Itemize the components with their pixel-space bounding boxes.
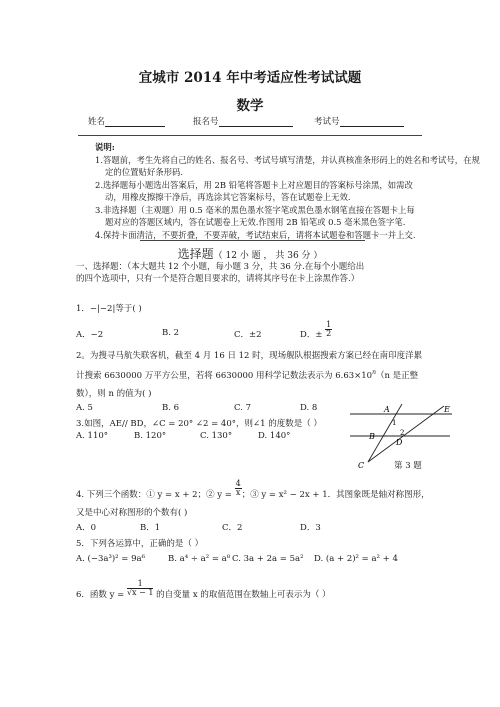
q4-option-d: D．3 xyxy=(300,523,321,533)
q3-option-d: D. 140° xyxy=(258,431,291,441)
q3-option-a: A. 110° xyxy=(76,431,109,441)
exam-title: 宜城市 2014 年中考适应性考试试题 xyxy=(138,70,362,86)
question-2-line3: 数），则 n 的值为( ) xyxy=(76,389,152,399)
section-instruction-line: 的四个选项中，只有一个是符合题目要求的，请将其序号在卡上涂黑作答.） xyxy=(76,274,360,284)
instruction-line: 动，用橡皮擦擦干净后，再选涂其它答案标号，答在试题卷上无效. xyxy=(105,192,351,202)
q4-option-a: A．0 xyxy=(76,523,97,533)
angle-1-label: 1 xyxy=(392,419,397,427)
q4-option-c: C．2 xyxy=(222,523,243,533)
q1-option-a: A．−2 xyxy=(76,330,104,340)
header-rule xyxy=(78,135,422,136)
subject-title: 数学 xyxy=(236,98,264,114)
question-2-line2: 计搜索 6630000 万平方公里，若将 6630000 用科学记数法表示为 $6.63\times 10^n(n$ 是正整 xyxy=(76,369,419,381)
q6-text: 6．函数 y = xyxy=(76,590,127,600)
section-meta: （ 12 小 题 ， 共 36 分 ） xyxy=(213,251,323,261)
instruction-line: 2.选择题每小题选出答案后，用 2B 铅笔将答题卡上对应题目的答案标号涂黑，如需改 xyxy=(95,179,413,190)
instruction-line: 3.非选择题（主观题）用 0.5 毫米的黑色墨水签字笔或黑色墨水钢笔直接在答题卡上每 xyxy=(95,204,415,215)
instructions-heading: 说明: xyxy=(95,142,115,152)
seat-no-field xyxy=(314,115,404,127)
question-4-line2: 又是中心对称图形的个数有( ) xyxy=(76,508,188,518)
q5-option-b: B. a⁴ ÷ a² = a⁸ xyxy=(168,554,231,564)
q2-option-b: B. 6 xyxy=(162,403,180,413)
exam-no-label: 报名号 xyxy=(193,117,219,127)
instruction-line: 题对应的答题区域内，答在试题卷上无效.作图用 2B 铅笔或 0.5 毫米黑色签字笔. xyxy=(105,217,406,227)
question-2-line1: 2。为搜寻马航失联客机，截至 4 月 16 日 12 时，现场舰队根据搜索方案已经在南印度洋累 xyxy=(76,351,423,361)
q2-text-tail: （n 是正整 xyxy=(375,371,419,381)
question-6-stem xyxy=(76,579,331,600)
q4-text-tail: ；③ y = x² − 2x + 1．其图象既是轴对称图形， xyxy=(241,490,430,500)
q1-suffix: 等于( ) xyxy=(115,304,142,314)
exam-no-field xyxy=(193,115,293,127)
q1-number: 1． xyxy=(76,304,90,314)
section-rule xyxy=(140,240,365,241)
q4-fraction xyxy=(235,480,242,497)
q1-option-c: C．±2 xyxy=(234,330,262,340)
q1-expression: −|−2| xyxy=(89,304,116,314)
question-5-stem: 5．下列各运算中，正确的是（ ） xyxy=(76,539,204,549)
label-c: C xyxy=(358,461,365,470)
fraction-denominator: x xyxy=(235,488,241,497)
fraction-denominator: 2 xyxy=(326,329,332,338)
section-title: 选择题 xyxy=(177,247,214,261)
label-b: B xyxy=(369,432,375,441)
q1-option-d xyxy=(300,320,332,340)
q6-fraction xyxy=(127,580,154,597)
question-3-stem: 3.如图，AE// BD，∠C = 20° ∠2 = 40°，则∠1 的度数是（ ） xyxy=(76,419,322,429)
instructions-block xyxy=(95,141,480,241)
q1-option-b: B. 2 xyxy=(162,328,180,338)
fraction-denominator: √x − 1 xyxy=(126,588,154,597)
fraction-numerator: 1 xyxy=(127,580,154,589)
section-instruction xyxy=(76,261,364,285)
q2-option-d: D. 8 xyxy=(300,403,318,413)
q2-text: 计搜索 6630000 万平方公里，若将 6630000 用科学记数法表示为 6.63×10 xyxy=(76,371,373,381)
label-e: E xyxy=(444,405,450,414)
q3-option-c: C. 130° xyxy=(200,431,233,441)
q5-option-a: A. (−3a³)² = 9a⁶ xyxy=(76,554,145,564)
q3-figure-caption: 第 3 题 xyxy=(394,461,422,471)
fraction-numerator: 1 xyxy=(326,320,332,329)
q6-text-tail: 的自变量 x 的取值范围在数轴上可表示为（ ） xyxy=(153,590,331,600)
question-4-line1 xyxy=(76,479,430,500)
q4-text: 4. 下列三个函数：① y = x + 2；② y = xyxy=(76,490,235,500)
instruction-line: 定的位置贴好条形码. xyxy=(105,167,184,177)
instruction-line: 4.保持卡面清洁，不要折叠，不要弄破，考试结束后，请将本试题卷和答题卡一并上交. xyxy=(95,229,416,240)
label-d: D xyxy=(396,438,403,447)
q3-option-b: B. 120° xyxy=(134,431,167,441)
q1-option-d-label: D．± xyxy=(300,330,323,340)
q5-option-d: D. (a + 2)² = a² + 4 xyxy=(314,554,398,564)
q1-fraction xyxy=(325,321,332,338)
exam-no-blank xyxy=(219,117,293,127)
angle-2-label: 2 xyxy=(400,429,405,437)
fraction-numerator: 4 xyxy=(235,479,241,488)
q5-option-c: C. 3a + 2a = 5a² xyxy=(232,554,304,564)
question-1-stem xyxy=(76,302,142,314)
q2-option-a: A. 5 xyxy=(76,403,93,413)
q2-option-c: C. 7 xyxy=(234,403,252,413)
instruction-line: 1.答题前，考生先将自己的姓名、报名号、考试号填写清楚，并认真核准条形码上的姓名和考试号，在规 xyxy=(95,154,480,165)
section-instruction-line: 一、选择题：（本大题共 12 个小题，每小题 3 分，共 36 分.在每个小题给出 xyxy=(76,262,365,272)
q4-option-b: B．1 xyxy=(140,523,161,533)
name-blank xyxy=(105,117,165,127)
name-label: 姓名 xyxy=(88,117,106,127)
seat-no-label: 考试号 xyxy=(314,117,340,127)
name-field xyxy=(88,115,165,127)
label-a: A xyxy=(384,405,390,414)
section-heading xyxy=(0,245,500,262)
seat-no-blank xyxy=(340,117,404,127)
